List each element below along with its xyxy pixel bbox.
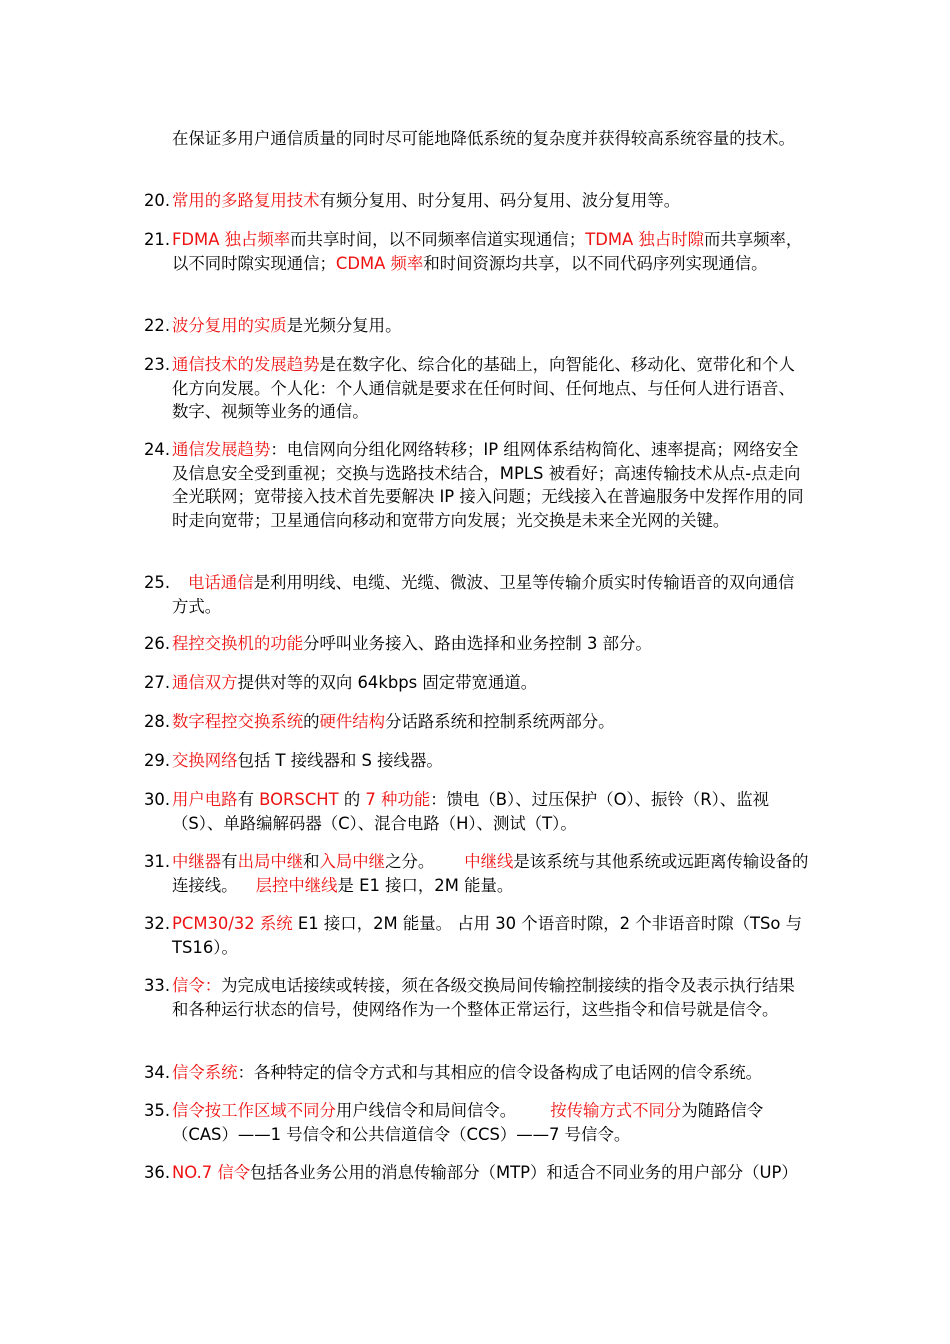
list-item <box>144 1161 809 1185</box>
item-number: 31. <box>144 852 171 871</box>
text-run: 有频分复用、时分复用、码分复用、波分复用等。 <box>319 191 681 210</box>
item-number: 29. <box>144 751 171 770</box>
item-text <box>172 127 809 151</box>
text-run: 是在数字化、综合化的基础上，向智能化、移动化、宽带化和个人化方向发展。个人化：个人通信就是要求在任何时间、任何地点、与任何人进行语音、数字、视频等业务的通信。 <box>172 355 795 421</box>
text-run: 的 <box>303 712 320 731</box>
text-run: 有 <box>221 852 238 871</box>
list-item <box>144 749 809 773</box>
list-item <box>144 632 809 656</box>
text-run: 为随路信令（CAS）——1 号信令和公共信道信令（CCS）——7 号信令。 <box>172 1101 764 1144</box>
highlighted-term: 电话通信 <box>188 573 254 592</box>
text-run: 而共享时间，以不同频率信道实现通信； <box>290 230 586 249</box>
highlighted-term: 通信技术的发展趋势 <box>172 355 320 374</box>
text-run: 是利用明线、电缆、光缆、微波、卫星等传输介质实时传输语音的双向通信方式。 <box>172 573 795 616</box>
list-item <box>144 788 809 835</box>
list-item <box>144 850 809 897</box>
highlighted-term: BORSCHT <box>259 790 339 809</box>
highlighted-term: 入局中继 <box>319 852 386 871</box>
text-run: 是 E1 接口，2M 能量。 <box>337 875 514 895</box>
text-run: 提供对等的双向 64kbps 固定带宽通道。 <box>237 673 538 692</box>
highlighted-term: 出局中继 <box>237 852 304 871</box>
highlighted-term: 通信双方 <box>172 673 238 692</box>
highlighted-term: FDMA 独占频率 <box>172 230 291 249</box>
text-run: ：电信网向分组化网络转移；IP 组网体系结构简化、速率提高；网络安全及信息安全受到重视；交换与选路技术结合，MPLS 被看好；高速传输技术从点-点走向全光联网；宽带接入技术首先要解决 IP 接入问题；无线接入在普遍服务中发挥作用的同时走向宽带；卫星通信向移动和宽带方向发展；光交换是未来全光网的关键。 <box>172 440 804 530</box>
item-number: 34. <box>144 1063 171 1082</box>
item-number: 33. <box>144 976 171 995</box>
highlighted-term: 数字程控交换系统 <box>172 712 304 731</box>
list-item <box>144 127 809 151</box>
text-run: 是该系统与其他系统或远距离传输设备的连接线。 <box>172 852 809 895</box>
list-item <box>144 353 809 424</box>
item-text <box>172 710 809 734</box>
highlighted-term: NO.7 信令 <box>172 1163 251 1182</box>
text-run: 用户线信令和局间信令。 <box>335 1101 517 1120</box>
item-text <box>172 850 809 897</box>
highlighted-term: CDMA 频率 <box>335 253 424 273</box>
highlighted-term: 程控交换机的功能 <box>172 634 304 653</box>
text-run: 包括各业务公用的消息传输部分（MTP）和适合不同业务的用户部分（UP） <box>250 1163 798 1182</box>
highlighted-term: TDMA 独占时隙 <box>585 230 704 249</box>
text-run: ：馈电（B）、过压保护（O）、振铃（R）、监视（S）、单路编解码器（C）、混合电路（H）、测试（T）。 <box>172 790 769 833</box>
item-number: 22. <box>144 316 171 335</box>
item-number: 23. <box>144 355 171 374</box>
list-item <box>144 974 809 1021</box>
highlighted-term: 层控中继线 <box>255 875 338 895</box>
text-run: 有 <box>237 790 260 809</box>
list-item <box>144 912 809 959</box>
list-item <box>144 438 809 532</box>
text-run: 的 <box>338 790 366 809</box>
item-text <box>172 912 809 959</box>
list-item <box>144 571 809 618</box>
item-text <box>172 788 809 835</box>
list-item <box>144 710 809 734</box>
text-run: 和 <box>303 852 320 871</box>
list-item <box>144 1061 809 1085</box>
item-text <box>172 1099 809 1146</box>
list-item <box>144 1099 809 1146</box>
item-text <box>172 353 809 424</box>
highlighted-term: 按传输方式不同分 <box>550 1101 682 1120</box>
item-number: 20. <box>144 191 171 210</box>
highlighted-term: 中继器 <box>172 852 222 871</box>
item-text <box>172 749 809 773</box>
item-text <box>172 974 809 1021</box>
item-number: 28. <box>144 712 171 731</box>
text-run: 之分。 <box>385 852 435 871</box>
item-text <box>172 1161 809 1185</box>
highlighted-term: 7 种功能 <box>365 790 431 809</box>
highlighted-term: 信令： <box>172 976 222 995</box>
item-text <box>172 314 809 338</box>
item-text <box>172 671 809 695</box>
text-run: 是光频分复用。 <box>286 316 402 335</box>
item-text <box>172 438 809 532</box>
list-item <box>144 228 809 275</box>
highlighted-term: 波分复用的实质 <box>172 316 287 335</box>
text-run: 和时间资源均共享，以不同代码序列实现通信。 <box>423 253 768 273</box>
highlighted-term: 硬件结构 <box>319 712 386 731</box>
list-item <box>144 189 809 213</box>
item-text <box>172 571 809 618</box>
item-number: 30. <box>144 790 171 809</box>
item-number: 25. <box>144 573 171 592</box>
text-run: ：各种特定的信令方式和与其相应的信令设备构成了电话网的信令系统。 <box>237 1063 763 1082</box>
item-number: 27. <box>144 673 171 692</box>
highlighted-term: PCM30/32 系统 <box>172 914 293 933</box>
item-text <box>172 632 809 656</box>
item-text <box>172 189 809 213</box>
highlighted-term: 信令系统 <box>172 1063 238 1082</box>
item-text <box>172 228 809 275</box>
item-number: 36. <box>144 1163 171 1182</box>
item-number: 26. <box>144 634 171 653</box>
highlighted-term: 中继线 <box>464 852 514 871</box>
text-run: 为完成电话接续或转接，须在各级交换局间传输控制接续的指令及表示执行结果和各种运行状态的信号，使网络作为一个整体正常运行，这些指令和信号就是信令。 <box>172 976 795 1019</box>
list-item <box>144 671 809 695</box>
text-run: 分话路系统和控制系统两部分。 <box>385 712 615 731</box>
text-run: 在保证多用户通信质量的同时尽可能地降低系统的复杂度并获得较高系统容量的技术。 <box>172 129 795 148</box>
text-run: E1 接口，2M 能量。 占用 30 个语音时隙，2 个非语音时隙（TSo 与 TS16）。 <box>172 914 803 957</box>
item-number: 24. <box>144 440 171 459</box>
highlighted-term: 交换网络 <box>172 751 238 770</box>
highlighted-term: 通信发展趋势 <box>172 440 271 459</box>
text-run: 包括 T 接线器和 S 接线器。 <box>237 751 443 770</box>
item-number: 35. <box>144 1101 171 1120</box>
item-number: 32. <box>144 914 171 933</box>
item-text <box>172 1061 809 1085</box>
list-item <box>144 314 809 338</box>
highlighted-term: 常用的多路复用技术 <box>172 191 320 210</box>
text-run: 分呼叫业务接入、路由选择和业务控制 3 部分。 <box>303 634 652 653</box>
highlighted-term: 信令按工作区域不同分 <box>172 1101 336 1120</box>
text-run: 而共享频率，以不同时隙实现通信； <box>172 230 803 273</box>
highlighted-term: 用户电路 <box>172 790 238 809</box>
item-number: 21. <box>144 230 171 249</box>
